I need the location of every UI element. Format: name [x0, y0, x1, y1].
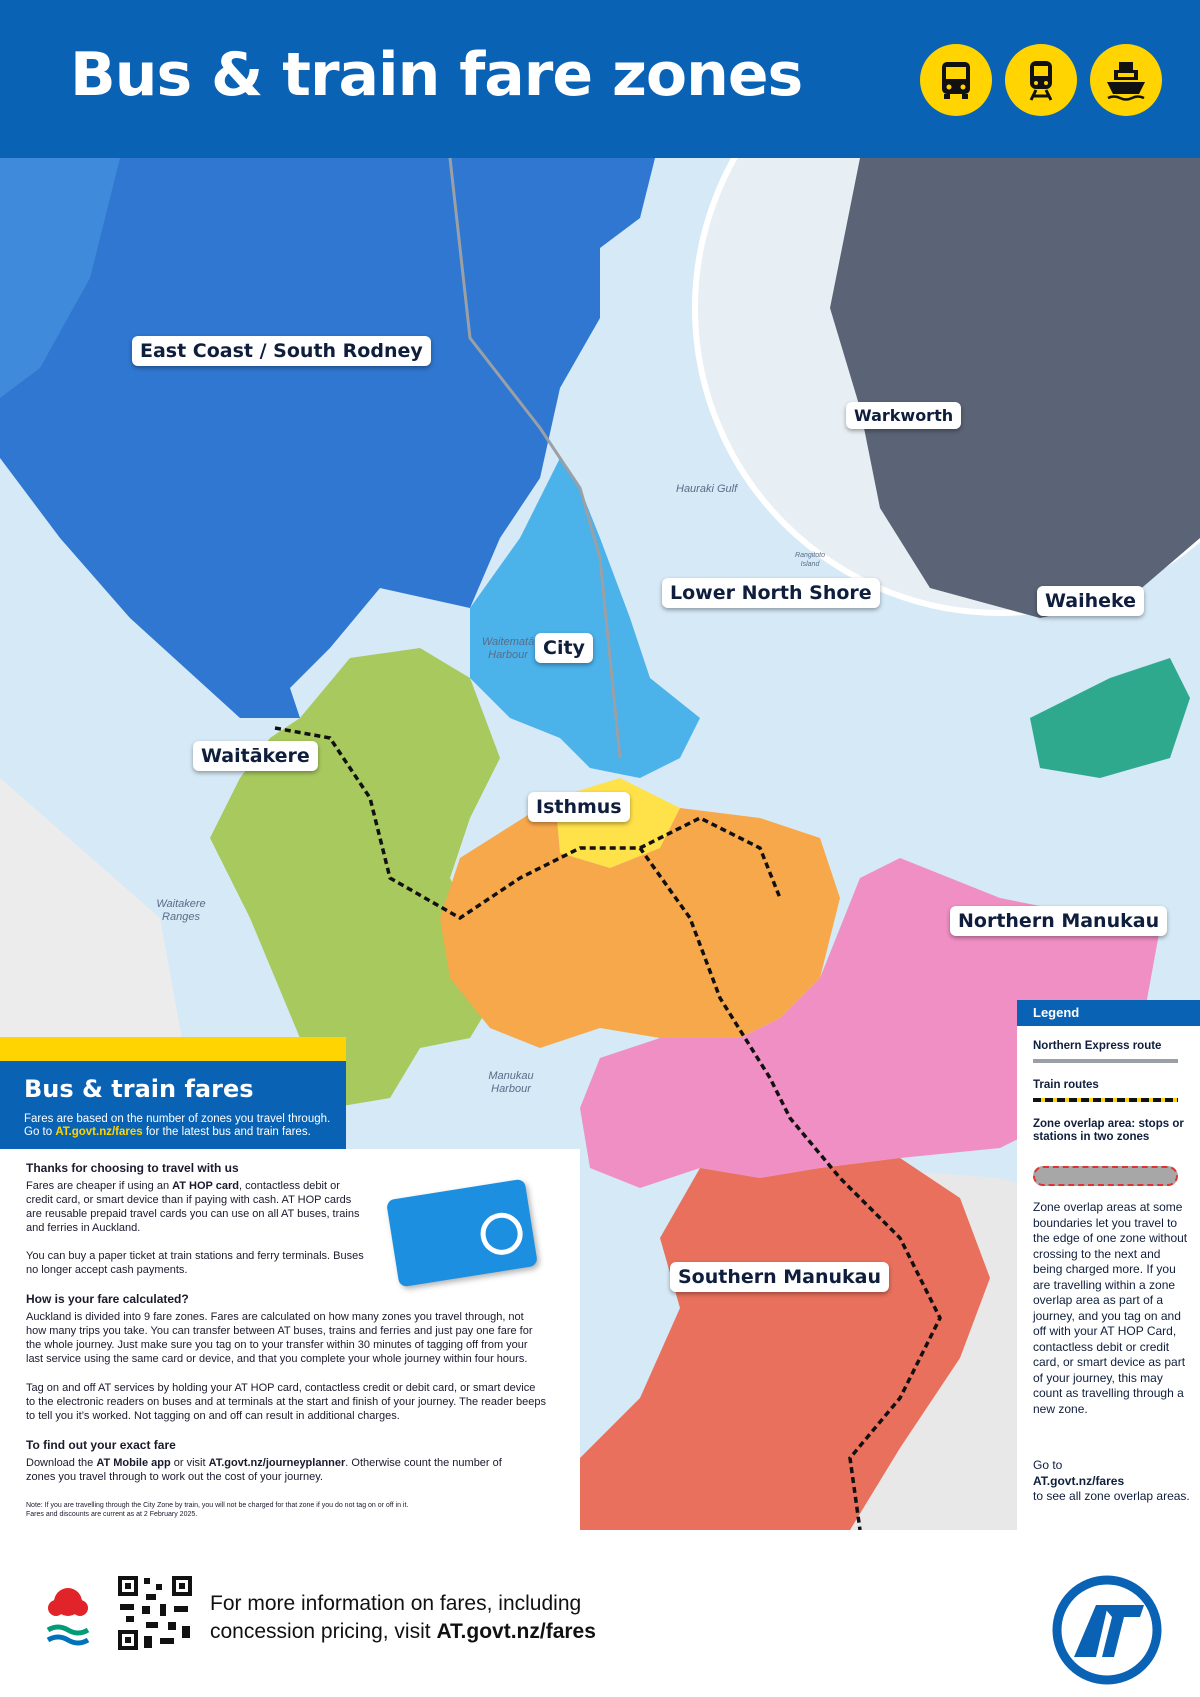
at-logo	[1052, 1575, 1162, 1685]
legend-panel	[1017, 1000, 1200, 1530]
zone-label-isthmus: Isthmus	[528, 792, 630, 822]
info-paragraph-journeyplanner: Download the AT Mobile app or visit AT.govt.nz/journeyplanner. Otherwise count the number of zones you travel through to work out the cost of your journey.	[26, 1457, 502, 1483]
zone-label-waitakere: Waitākere	[193, 741, 318, 771]
zone-label-northern-manukau: Northern Manukau	[950, 906, 1167, 936]
footer-link[interactable]: AT.govt.nz/fares	[436, 1620, 596, 1643]
legend-overlap-label: Zone overlap area: stops or stations in two zones	[1033, 1118, 1184, 1143]
info-paragraph-hop: Fares are cheaper if using an AT HOP card, contactless debit or credit card, or smart device than if paying with cash. AT HOP cards are reusable prepaid travel cards you can use on all AT buses, trains and ferries in Auckland.	[26, 1180, 360, 1234]
heading-thanks: Thanks for choosing to travel with us	[26, 1161, 239, 1175]
label-manukau-harbour: Manukau Harbour	[488, 1070, 534, 1095]
zone-label-city: City	[535, 633, 593, 663]
legend-overlap-swatch	[1033, 1166, 1178, 1186]
ferry-icon	[1090, 44, 1162, 116]
legend-train-swatch	[1033, 1098, 1178, 1102]
auckland-council-logo	[38, 1584, 98, 1654]
legend-express-swatch	[1033, 1059, 1178, 1063]
fares-accent-strip	[0, 1037, 346, 1061]
info-note: Note: If you are travelling through the City Zone by train, you will not be charged for that zone if you do not tag on or off in it. Fares and discounts are current as at 2 February 2025.	[26, 1502, 409, 1518]
footer-text: For more information on fares, including concession pricing, visit AT.govt.nz/fares	[210, 1592, 596, 1643]
qr-code[interactable]	[116, 1574, 194, 1652]
fares-title: Bus & train fares	[24, 1075, 254, 1103]
legend-title: Legend	[1017, 1000, 1200, 1026]
label-rangitoto-island: Rangitoto Island	[795, 552, 825, 568]
at-logo-on-card	[478, 1210, 526, 1258]
info-paragraph-zones: Auckland is divided into 9 fare zones. Fares are calculated on how many zones you travel through, not how many trips you take. You can transfer between AT buses, trains and ferries and just pay one fare for the whole journey. Just make sure you tag on to your transfer within 30 minutes of tagging off from your last service using the same card or device, and that you complete your whole journey within four hours.	[26, 1311, 533, 1365]
zone-label-warkworth: Warkworth	[846, 402, 961, 429]
fares-panel	[0, 1061, 346, 1149]
heading-fare-calculated: How is your fare calculated?	[26, 1292, 189, 1306]
label-waitakere-ranges: Waitakere Ranges	[156, 898, 206, 923]
page-title: Bus & train fare zones	[70, 40, 803, 110]
footer	[0, 1530, 1200, 1697]
zone-label-waiheke: Waiheke	[1037, 586, 1144, 616]
legend-body: Zone overlap areas at some boundaries let you travel to the edge of one zone without crossing to the next and being charged more. If you are travelling within a zone overlap area as part of a journey, and you tag on and off with your AT HOP Card, contactless debit or credit card, or smart device as part of your journey, this may count as travelling through a new zone.	[1033, 1200, 1188, 1416]
legend-train-label: Train routes	[1033, 1079, 1099, 1091]
heading-exact-fare: To find out your exact fare	[26, 1438, 176, 1452]
fares-subtitle: Fares are based on the number of zones you travel through. Go to AT.govt.nz/fares for the latest bus and train fares.	[24, 1113, 331, 1138]
label-hauraki-gulf: Hauraki Gulf	[676, 483, 738, 495]
zone-label-southern-manukau: Southern Manukau	[670, 1262, 889, 1292]
zone-label-east-coast: East Coast / South Rodney	[132, 336, 431, 366]
legend-goto: Go to AT.govt.nz/fares to see all zone overlap areas.	[1033, 1458, 1190, 1503]
header	[0, 0, 1200, 158]
info-panel	[0, 1149, 580, 1530]
bus-icon	[920, 44, 992, 116]
zone-label-lower-north-shore: Lower North Shore	[662, 578, 880, 608]
at-hop-card	[386, 1179, 538, 1288]
info-paragraph-paper-ticket: You can buy a paper ticket at train stations and ferry terminals. Buses no longer accept cash payments.	[26, 1250, 364, 1276]
train-icon	[1005, 44, 1077, 116]
fares-link[interactable]: AT.govt.nz/fares	[55, 1126, 143, 1138]
label-waitemata-harbour: Waitematā Harbour	[481, 636, 535, 661]
info-paragraph-tagging: Tag on and off AT services by holding your AT HOP card, contactless credit or debit card, or smart device to the electronic readers on buses and at terminals at the start and finish of your journey. The reader beeps to tell you it’s worked. Not tagging on and off can result in additional charges.	[26, 1382, 546, 1422]
legend-express-label: Northern Express route	[1033, 1040, 1162, 1052]
journeyplanner-link[interactable]: AT.govt.nz/journeyplanner	[208, 1457, 346, 1469]
legend-link[interactable]: AT.govt.nz/fares	[1033, 1473, 1125, 1488]
